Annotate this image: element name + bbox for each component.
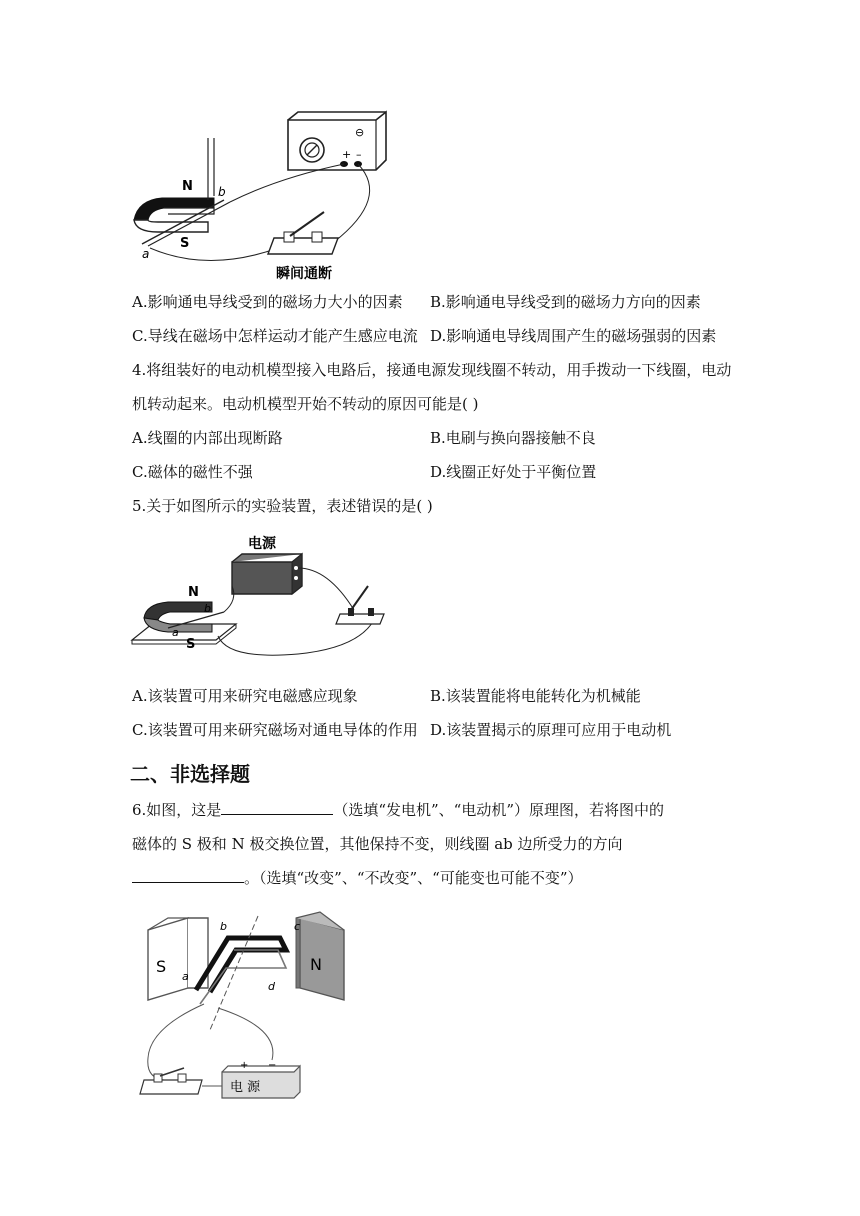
magnet-n-label: N <box>182 179 193 194</box>
q6-line1-suffix: （选填“发电机”、“电动机”）原理图，若将图中的 <box>333 801 664 819</box>
q4-option-b: B.电刷与换向器接触不良 <box>430 429 596 447</box>
figure-galvanometer-experiment <box>128 108 398 288</box>
q6-line1 <box>132 800 664 820</box>
plus-terminal-label: + <box>342 148 352 161</box>
magnet-s-label-2: S <box>186 637 196 652</box>
q4-stem-line2: 机转动起来。电动机模型开始不转动的原因可能是( ) <box>132 395 479 413</box>
q6-blank-1 <box>221 800 333 815</box>
coil-d-label: d <box>268 980 275 993</box>
conductor-b-label-2: b <box>204 602 211 615</box>
magnet-s-label-3: S <box>156 957 167 976</box>
figure-motor-principle <box>130 908 370 1104</box>
q6-line3 <box>132 868 583 888</box>
figure-motor-apparatus <box>128 528 398 668</box>
magnet-s-label: S <box>180 236 190 251</box>
section-title: 二、非选择题 <box>130 762 250 786</box>
q4-stem-line1: 4.将组装好的电动机模型接入电路后，接通电源发现线圈不转动，用手拨动一下线圈，电动 <box>132 361 732 379</box>
power-minus-label: − <box>268 1060 277 1071</box>
coil-a-label: a <box>182 970 189 983</box>
q4-option-a: A.线圈的内部出现断路 <box>132 429 283 447</box>
q5-stem: 5.关于如图所示的实验装置，表述错误的是( ) <box>132 497 433 515</box>
q3-option-b: B.影响通电导线受到的磁场力方向的因素 <box>430 293 701 311</box>
power-plus-label: + <box>240 1060 249 1071</box>
q3-option-c: C.导线在磁场中怎样运动才能产生感应电流 <box>132 327 418 345</box>
q4-option-d: D.线圈正好处于平衡位置 <box>430 463 597 481</box>
q5-option-c: C.该装置可用来研究磁场对通电导体的作用 <box>132 721 418 739</box>
power-supply-label-3: 电 源 <box>230 1080 261 1095</box>
q4-option-c: C.磁体的磁性不强 <box>132 463 253 481</box>
q6-blank-2 <box>132 868 244 883</box>
coil-c-label: c <box>294 920 301 933</box>
q6-line1-prefix: 6.如图，这是 <box>132 801 222 819</box>
q6-line3-suffix: 。（选填“改变”、“不改变”、“可能变也可能不变”） <box>244 869 583 887</box>
q3-option-d: D.影响通电导线周围产生的磁场强弱的因素 <box>430 327 717 345</box>
q6-line2: 磁体的 S 极和 N 极交换位置，其他保持不变，则线圈 ab 边所受力的方向 <box>132 835 623 853</box>
q5-option-b: B.该装置能将电能转化为机械能 <box>430 687 641 705</box>
magnet-n-label-3: N <box>310 955 322 974</box>
coil-b-label: b <box>220 920 227 933</box>
conductor-b-label: b <box>218 185 226 199</box>
q5-option-d: D.该装置揭示的原理可应用于电动机 <box>430 721 672 739</box>
minus-terminal-label: – <box>356 148 362 161</box>
q3-option-a: A.影响通电导线受到的磁场力大小的因素 <box>132 293 403 311</box>
q5-option-a: A.该装置可用来研究电磁感应现象 <box>132 687 358 705</box>
figure-caption: 瞬间通断 <box>276 266 332 282</box>
conductor-a-label-2: a <box>172 626 179 639</box>
conductor-a-label: a <box>142 247 150 261</box>
meter-minus-symbol: ⊖ <box>355 126 365 139</box>
power-supply-label: 电源 <box>248 536 276 552</box>
magnet-n-label-2: N <box>188 585 199 600</box>
